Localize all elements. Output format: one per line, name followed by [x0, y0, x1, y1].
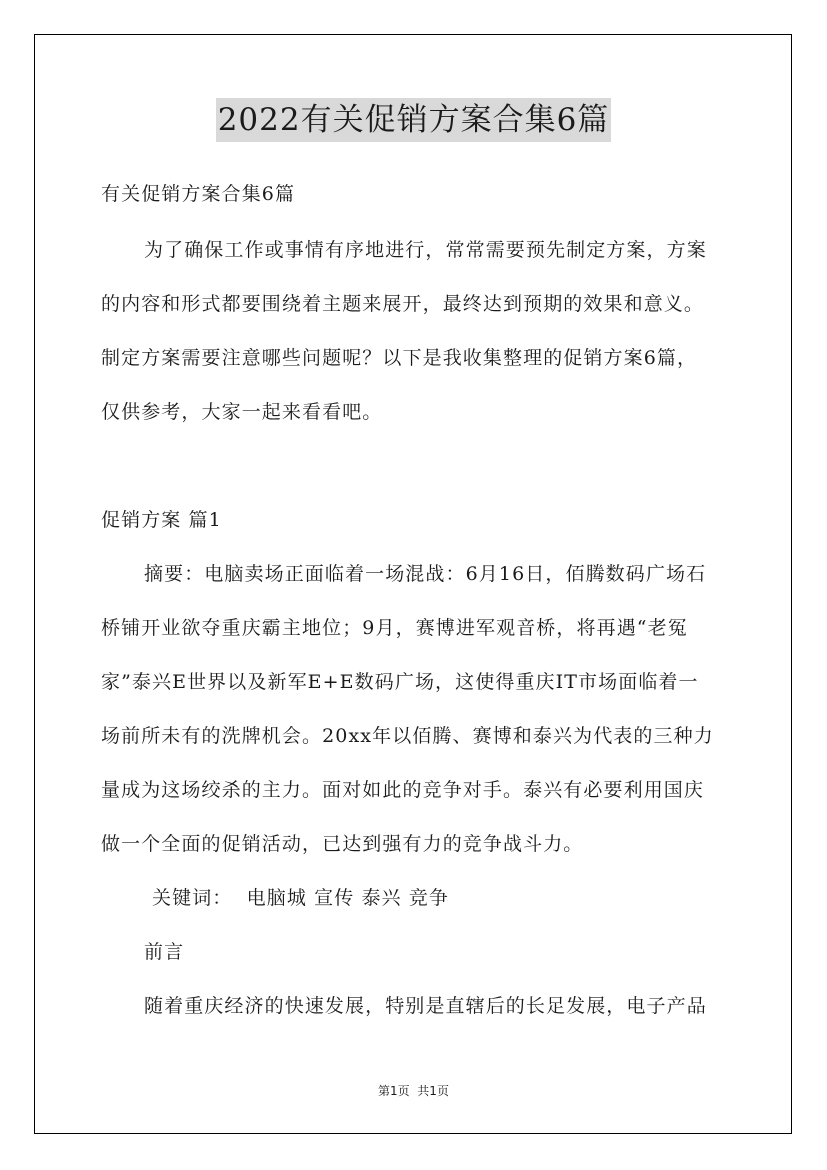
abstract-line: 量成为这场绞杀的主力。面对如此的竞争对手。泰兴有必要利用国庆: [101, 779, 705, 801]
document-subtitle: 有关促销方案合集6篇: [101, 183, 296, 205]
keywords-line: 关键词： 电脑城 宣传 泰兴 竞争: [152, 887, 449, 909]
preface-heading: 前言: [144, 941, 185, 963]
abstract-line: 做一个全面的促销活动，已达到强有力的竞争战斗力。: [101, 833, 584, 855]
intro-line: 为了确保工作或事情有序地进行，常常需要预先制定方案，方案: [144, 239, 707, 261]
intro-line: 仅供参考，大家一起来看看吧。: [101, 401, 383, 423]
intro-line: 的内容和形式都要围绕着主题来展开，最终达到预期的效果和意义。: [101, 293, 705, 315]
abstract-line: 场前所未有的洗牌机会。20xx年以佰腾、赛博和泰兴为代表的三种力: [101, 725, 714, 747]
document-title-text: 2022有关促销方案合集6篇: [216, 98, 612, 142]
intro-line: 制定方案需要注意哪些问题呢？以下是我收集整理的促销方案6篇，: [101, 347, 698, 369]
page-footer: 第1页 共1页: [378, 1084, 449, 1098]
document-title: [0, 98, 827, 142]
section-heading: 促销方案 篇1: [101, 509, 222, 531]
abstract-line: 家”泰兴E世界以及新军E+E数码广场，这使得重庆IT市场面临着一: [101, 671, 699, 693]
abstract-line: 桥铺开业欲夺重庆霸主地位；9月，赛博进军观音桥，将再遇“老冤: [101, 617, 688, 639]
abstract-line: 摘要：电脑卖场正面临着一场混战：6月16日，佰腾数码广场石: [144, 563, 707, 585]
preface-line: 随着重庆经济的快速发展，特别是直辖后的长足发展，电子产品: [144, 995, 707, 1017]
